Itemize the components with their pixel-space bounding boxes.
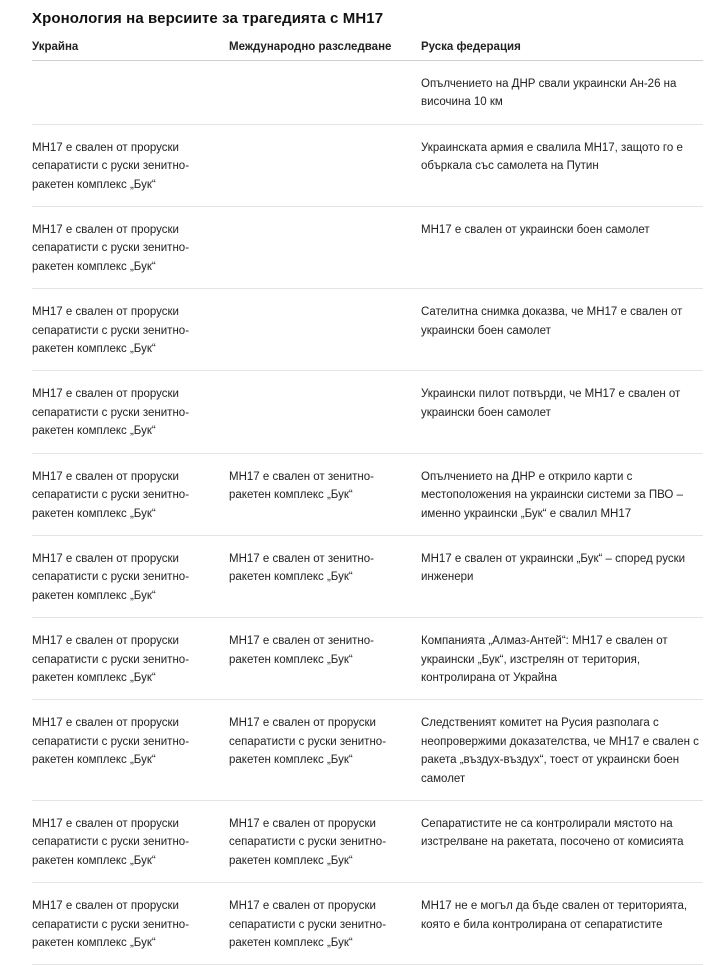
column-header-ukraine: Украйна [32, 41, 229, 61]
international-cell: МН17 е свален от зенитно-ракетен комплекс „Бук“ [229, 453, 421, 535]
international-cell: МН17 е свален от зенитно-ракетен комплекс „Бук“ [229, 618, 421, 700]
ukraine-cell: МН17 е свален от проруски сепаратисти с руски зенитно-ракетен комплекс „Бук“ [32, 124, 229, 206]
russia-cell: Опълчението на ДНР свали украински Ан-26 на височина 10 км [421, 61, 703, 125]
table-row [32, 289, 703, 371]
table-row [32, 61, 703, 125]
ukraine-cell: МН17 е свален от проруски сепаратисти с руски зенитно-ракетен комплекс „Бук“ [32, 618, 229, 700]
russia-cell: Компанията „Алмаз-Антей“: МН17 е свален от украински „Бук“, изстрелян от територия, контролирана от Украйна [421, 618, 703, 700]
table-row [32, 700, 703, 801]
ukraine-cell: МН17 е свален от проруски сепаратисти с руски зенитно-ракетен комплекс „Бук“ [32, 371, 229, 453]
page-title: Хронология на версиите за трагедията с MH17 [32, 10, 384, 27]
russia-cell: Опълчението на ДНР е открило карти с местоположения на украински системи за ПВО – именно украински „Бук“ е свалил МН17 [421, 453, 703, 535]
table-row [32, 883, 703, 965]
ukraine-cell [32, 61, 229, 125]
international-cell [229, 371, 421, 453]
header-row [32, 41, 703, 61]
table-row [32, 453, 703, 535]
russia-cell: Следственият комитет на Русия разполага с неопровержими доказателства, че МН17 е свален с ракета „въздух-въздух“, тоест от украински боен самолет [421, 700, 703, 801]
international-cell: МН17 е свален от проруски сепаратисти с руски зенитно-ракетен комплекс „Бук“ [229, 700, 421, 801]
international-cell [229, 61, 421, 125]
russia-cell: Украински пилот потвърди, че МН17 е свален от украински боен самолет [421, 371, 703, 453]
ukraine-cell: МН17 е свален от проруски сепаратисти с руски зенитно-ракетен комплекс „Бук“ [32, 207, 229, 289]
international-cell: МН17 е свален от проруски сепаратисти с руски зенитно-ракетен комплекс „Бук“ [229, 883, 421, 965]
russia-cell: Сепаратистите не са контролирали мястото на изстрелване на ракетата, посочено от комисията [421, 800, 703, 882]
table-row [32, 207, 703, 289]
versions-table [32, 41, 703, 965]
ukraine-cell: МН17 е свален от проруски сепаратисти с руски зенитно-ракетен комплекс „Бук“ [32, 289, 229, 371]
international-cell: МН17 е свален от зенитно-ракетен комплекс „Бук“ [229, 535, 421, 617]
international-cell [229, 207, 421, 289]
ukraine-cell: МН17 е свален от проруски сепаратисти с руски зенитно-ракетен комплекс „Бук“ [32, 453, 229, 535]
column-header-international: Международно разследване [229, 41, 421, 61]
ukraine-cell: МН17 е свален от проруски сепаратисти с руски зенитно-ракетен комплекс „Бук“ [32, 700, 229, 801]
ukraine-cell: МН17 е свален от проруски сепаратисти с руски зенитно-ракетен комплекс „Бук“ [32, 535, 229, 617]
russia-cell: Сателитна снимка доказва, че МН17 е свален от украински боен самолет [421, 289, 703, 371]
column-header-russia: Руска федерация [421, 41, 703, 61]
russia-cell: Украинската армия е свалила МН17, защото го е объркала със самолета на Путин [421, 124, 703, 206]
table-header [32, 41, 703, 61]
russia-cell: МН17 е свален от украински боен самолет [421, 207, 703, 289]
table-row [32, 618, 703, 700]
ukraine-cell: МН17 е свален от проруски сепаратисти с руски зенитно-ракетен комплекс „Бук“ [32, 883, 229, 965]
table-body [32, 61, 703, 965]
table-row [32, 124, 703, 206]
international-cell [229, 124, 421, 206]
international-cell [229, 289, 421, 371]
international-cell: МН17 е свален от проруски сепаратисти с руски зенитно-ракетен комплекс „Бук“ [229, 800, 421, 882]
ukraine-cell: МН17 е свален от проруски сепаратисти с руски зенитно-ракетен комплекс „Бук“ [32, 800, 229, 882]
russia-cell: МН17 е свален от украински „Бук“ – според руски инженери [421, 535, 703, 617]
table-row [32, 800, 703, 882]
russia-cell: МН17 не е могъл да бъде свален от територията, която е била контролирана от сепаратистите [421, 883, 703, 965]
table-row [32, 371, 703, 453]
table-row [32, 535, 703, 617]
